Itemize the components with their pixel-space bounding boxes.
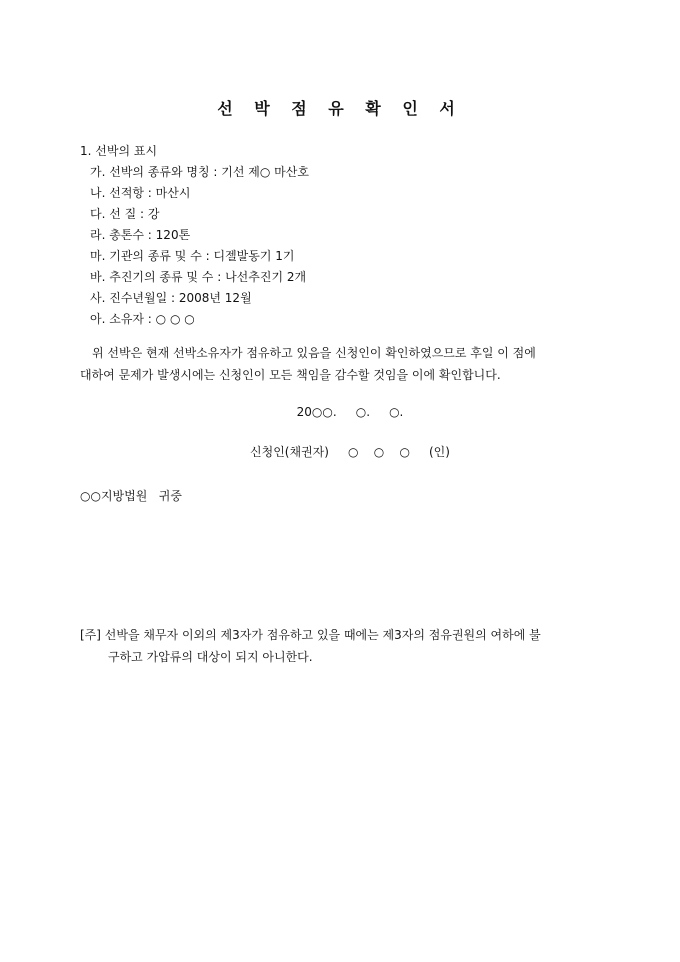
list-item: 나. 선적항 : 마산시 [90, 186, 191, 200]
footnote [80, 624, 602, 668]
list-item: 사. 진수년월일 : 2008년 12월 [90, 291, 252, 305]
list-item: 아. 소유자 : ○ ○ ○ [90, 312, 195, 326]
statement-line: 위 선박은 현재 선박소유자가 점유하고 있음을 신청인이 확인하였으므로 후일 이 점에 [92, 346, 536, 360]
addressee-line: ○○지방법원 귀중 [80, 489, 182, 503]
list-item: 라. 총톤수 : 120톤 [90, 228, 191, 242]
document-title: 선 박 점 유 확 인 서 [217, 99, 463, 118]
footnote-line: [주] 선박을 채무자 이외의 제3자가 점유하고 있을 때에는 제3자의 점유권원의 여하에 불 [80, 628, 541, 642]
statement-line: 대하여 문제가 발생시에는 신청인이 모든 책임을 감수할 것임을 이에 확인합니다. [80, 368, 501, 382]
applicant-line: 신청인(채권자) ○ ○ ○ (인) [250, 445, 450, 459]
footnote-line: 구하고 가압류의 대상이 되지 아니한다. [108, 650, 313, 664]
list-item: 다. 선 질 : 강 [90, 207, 160, 221]
statement-paragraph [80, 342, 600, 386]
list-item: 가. 선박의 종류와 명칭 : 기선 제○ 마산호 [90, 165, 309, 179]
date-line: 20○○. ○. ○. [296, 405, 404, 419]
list-item: 바. 추진기의 종류 및 수 : 나선추진기 2개 [90, 270, 307, 284]
section-heading: 1. 선박의 표시 [80, 144, 158, 158]
list-item: 마. 기관의 종류 및 수 : 디젤발동기 1기 [90, 249, 295, 263]
